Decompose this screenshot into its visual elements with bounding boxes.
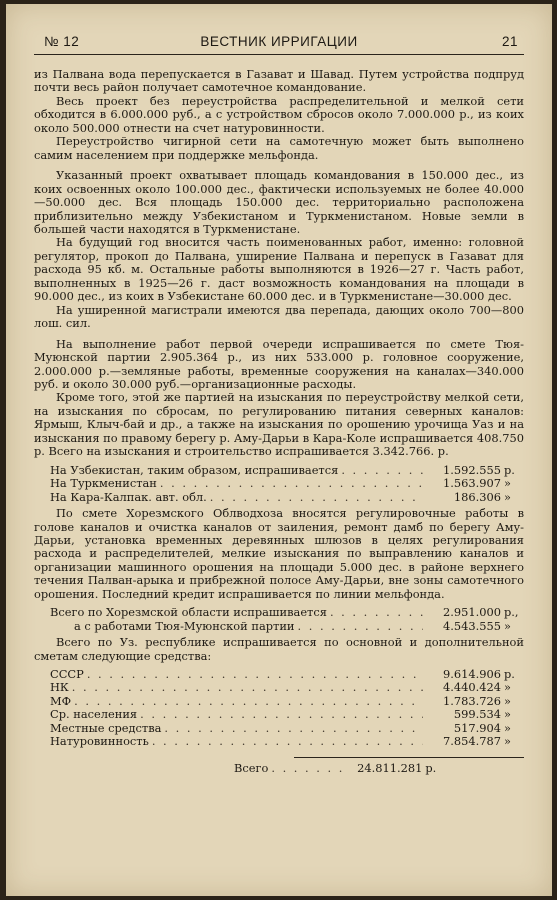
- leader-dots: [161, 722, 423, 735]
- table-row: [34, 722, 524, 735]
- row-label: Всего по Хорезмской области испрашивается: [50, 605, 327, 620]
- total-row: [34, 762, 524, 775]
- row-value: 4.440.424: [443, 680, 501, 695]
- paragraph: На выполнение работ первой очереди испрашивается по смете Тюя-Муюнской партии 2.905.364 р., из них 533.000 р. головное сооружение, 2.000.000 р.—земляные работы, временные сооружения на каналах—340.000 руб. и около 30.000 руб.—организационные расходы.: [34, 336, 524, 391]
- table-row: [34, 708, 524, 721]
- leader-dots: [157, 477, 423, 490]
- table-row: [34, 735, 524, 748]
- table-row: [34, 681, 524, 694]
- row-label: СССР: [50, 667, 84, 682]
- table-row: [34, 668, 524, 681]
- row-value: 1.563.907: [443, 476, 501, 491]
- table-row: [34, 491, 524, 504]
- total-unit: р.: [425, 760, 437, 775]
- row-label: Местные средства: [50, 720, 162, 735]
- row-unit: »: [504, 707, 511, 722]
- leader-dots: [327, 606, 423, 619]
- leader-dots: [71, 695, 423, 708]
- journal-title: ВЕСТНИК ИРРИГАЦИИ: [200, 34, 358, 49]
- issue-number: № 12: [44, 34, 80, 49]
- table-row: [34, 620, 524, 633]
- row-unit: р.: [504, 667, 515, 682]
- row-unit: р.: [504, 462, 515, 477]
- row-value: 186.306: [453, 489, 501, 504]
- row-unit: »: [504, 618, 511, 633]
- paragraph: из Палвана вода перепускается в Газават и Шавад. Путем устройства подпруд почти весь район получает самотечное командование.: [34, 67, 524, 95]
- table-row: [34, 464, 524, 477]
- leader-dots: [149, 735, 423, 748]
- paragraph: Переустройство чигирной сети на самотечную может быть выполнено самим населением при поддержке мельфонда.: [34, 134, 524, 162]
- row-label: На Узбекистан, таким образом, испрашивается: [50, 462, 339, 477]
- row-value: 517.904: [453, 720, 501, 735]
- row-unit: »: [504, 693, 511, 708]
- paragraph: На будущий год вносится часть поименованных работ, именно: головной регулятор, прокоп до Палвана, уширение Палвана и перепуск в Газават для расхода 95 кб. м. Остальные работы выполняются в 1926—27 г. Часть работ, выполненных в 1925—26 г. даст возможность командования на площади в 90.000 дес., из коих в Узбекистане 60.000 дес. и в Туркменистане—30.000 дес.: [34, 235, 524, 304]
- row-label: На Туркменистан: [50, 476, 157, 491]
- leader-dots: [268, 762, 344, 775]
- funding-sources-table: [34, 668, 524, 775]
- allocation-table-regions: [34, 464, 524, 504]
- row-value: 9.614.906: [443, 667, 501, 682]
- leader-dots: [84, 668, 423, 681]
- leader-dots: [207, 491, 423, 504]
- article-body: [34, 68, 524, 778]
- row-label: На Кара-Калпак. авт. обл.: [50, 489, 207, 504]
- leader-dots: [295, 620, 423, 633]
- row-label: Ср. населения: [50, 707, 138, 722]
- row-value: 1.783.726: [443, 693, 501, 708]
- row-unit: »: [504, 734, 511, 749]
- total-divider: [294, 757, 524, 758]
- paragraph: Всего по Уз. республике испрашивается по основной и дополнительной сметам следующие средства:: [34, 635, 524, 663]
- row-label: а с работами Тюя-Муюнской партии: [74, 618, 295, 633]
- row-unit: »: [504, 680, 511, 695]
- row-label: НК: [50, 680, 69, 695]
- table-row: [34, 606, 524, 619]
- paragraph: Весь проект без переустройства распределительной и мелкой сети обходится в 6.000.000 руб., а с устройством сбросов около 7.000.000 р., из коих около 500.000 отнести на счет натуровинности.: [34, 93, 524, 135]
- row-value: 4.543.555: [443, 618, 501, 633]
- row-unit: »: [504, 476, 511, 491]
- row-unit: »: [504, 489, 511, 504]
- table-row: [34, 477, 524, 490]
- paragraph: На уширенной магистрали имеются два перепада, дающих около 700—800 лош. сил.: [34, 302, 524, 331]
- leader-dots: [338, 464, 423, 477]
- row-value: 599.534: [453, 707, 501, 722]
- table-row: [34, 695, 524, 708]
- leader-dots: [137, 708, 423, 721]
- leader-dots: [69, 681, 423, 694]
- row-unit: »: [504, 720, 511, 735]
- row-value: 2.951.000: [443, 605, 501, 620]
- row-label: МФ: [50, 693, 72, 708]
- row-value: 7.854.787: [443, 734, 501, 749]
- page-header: [34, 32, 524, 55]
- paragraph: Кроме того, этой же партией на изыскания по переустройству мелкой сети, на изыскания по сбросам, по регулированию питания северных каналов: Ярмыш, Клыч-бай и др., а также на изыскания по орошению урочища Уаз и на изыскания по правому берегу р. Аму-Дарьи в Кара-Коле испрашивается 408.750 р. Всего на изыскания и строительство испрашивается 3.342.766. р.: [34, 390, 524, 459]
- allocation-table-khorezm: [34, 606, 524, 633]
- paragraph: По смете Хорезмского Облводхоза вносятся регулировочные работы в голове каналов и очистка каналов от заиления, ремонт дамб по берегу Аму-Дарьи, установка временных деревянных шлюзов в целях регулирования расхода и распределителей, мелкие изыскания по выправлению каналов и организации машинного орошения на площади 5.000 дес. в районе верхнего течения Палван-арыка и прибрежной полосе Аму-Дарьи, вне зоны самотечного орошения. Последний кредит испрашивается по линии мельфонда.: [34, 506, 524, 601]
- row-unit: р.,: [504, 605, 519, 620]
- paragraph: Указанный проект охватывает площадь командования в 150.000 дес., из коих освоенных около 100.000 дес., фактически используемых не более 40.000—50.000 дес. Вся площадь 150.000 дес. территориально расположена приблизительно между Узбекистаном и Туркменистаном. Новые земли в большей части находятся в Туркменистане.: [34, 168, 524, 236]
- journal-page: [6, 4, 552, 896]
- page-number: 21: [501, 34, 518, 49]
- total-value: 24.811.281: [357, 760, 423, 775]
- row-label: Натуровинность: [50, 734, 149, 749]
- row-value: 1.592.555: [443, 462, 501, 477]
- total-label: Всего: [234, 760, 269, 775]
